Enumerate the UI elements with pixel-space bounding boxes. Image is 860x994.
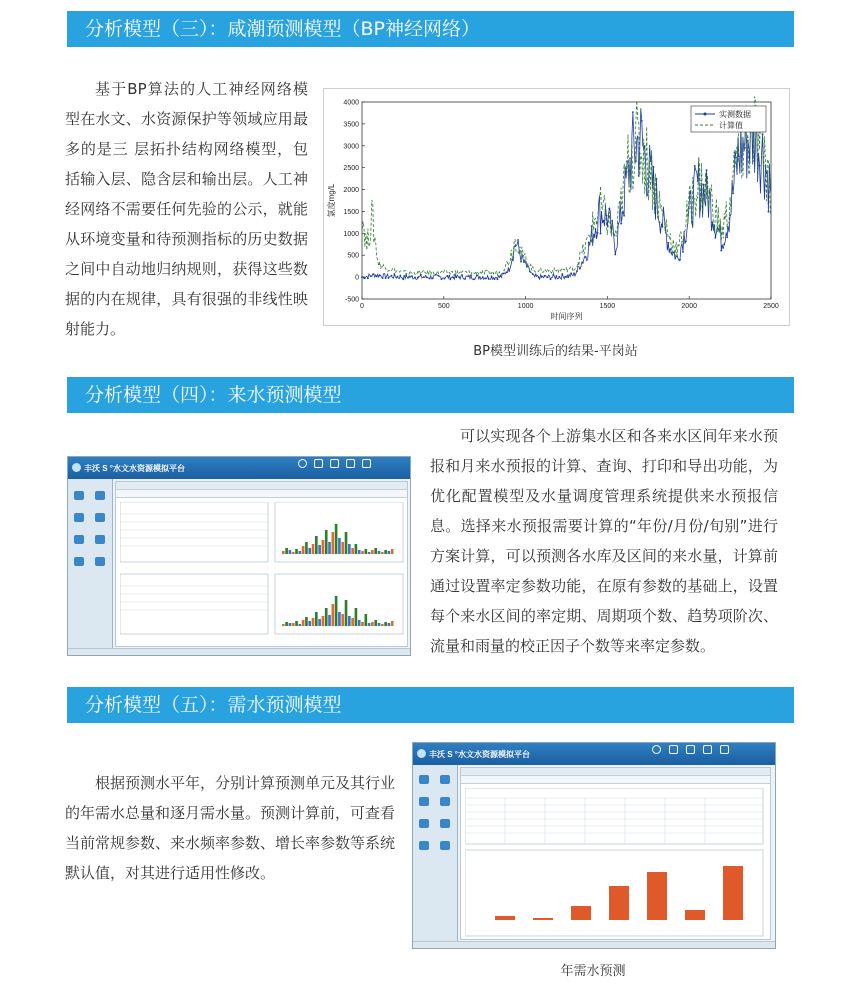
x-tick-label: 1500 [599,303,616,310]
series-point [441,278,443,280]
mini-bar [345,532,348,554]
app-title: 丰沃 S °水文水资源模拟平台 [84,464,185,473]
y-tick-label: 3500 [343,121,359,129]
series-point [467,275,469,277]
series-point [629,157,631,159]
mini-bar [285,622,288,626]
y-tick-label: 2500 [343,165,359,173]
legend-marker [704,113,707,116]
mini-bar [308,548,311,554]
series-point [732,192,734,194]
mini-bar [495,916,515,920]
section-title: 分析模型（三）：咸潮预测模型（BP神经网络） [85,18,480,40]
x-tick-label: 2500 [763,303,779,310]
mini-bar [381,624,384,626]
series-point [505,271,507,273]
series-point [585,256,587,258]
sidebar-item-7[interactable] [415,841,433,851]
mini-bar [315,612,318,626]
section-banner-demand [67,687,794,723]
nav-document-icon[interactable] [700,745,714,755]
series-point [529,271,531,273]
mini-bar [685,910,705,920]
series-point [570,272,572,274]
status-bar [413,941,775,948]
mini-bar [341,614,344,626]
series-point [538,277,540,279]
x-axis-label: 时间序列 [550,312,583,321]
app-header [68,457,410,479]
series-point [573,272,575,274]
series-point [479,276,481,278]
series-point [429,278,431,280]
series-point [388,277,390,279]
series-point [396,276,398,278]
sidebar-item-8[interactable] [91,557,109,567]
series-point [667,242,669,244]
sidebar-item-5[interactable] [415,819,433,829]
series-point [685,240,687,242]
series-point [659,221,661,223]
y-tick-label: 3000 [343,143,359,151]
app-sidebar [68,479,113,649]
series-point [535,274,537,276]
app-main-panel [115,481,408,647]
demand-mini-content [465,788,765,938]
series-point [458,276,460,278]
mini-bar [295,549,298,554]
nav-chart-icon[interactable] [666,745,680,755]
mini-bar [391,621,394,626]
tab-bar [116,482,407,490]
mini-bar [609,886,629,920]
demand-caption: 年需水预测 [560,964,626,979]
series-point [567,276,569,278]
mini-bar [328,542,331,554]
mini-bar [358,550,361,554]
y-tick-label: 0 [355,274,359,282]
mini-bar [295,621,298,626]
series-point [597,232,599,234]
inflow-app-screenshot [67,456,411,656]
series-point [558,276,560,278]
series-point [367,277,369,279]
mini-bar [378,623,381,626]
app-title: 丰沃 S °水文水资源模拟平台 [429,750,530,759]
series-point [682,251,684,253]
mini-bar [292,552,295,554]
series-point [550,278,552,280]
series-point [373,273,375,275]
series-point [411,275,413,277]
y-tick-label: 2000 [343,187,359,195]
mini-bar [325,530,328,554]
mini-bar [388,551,391,554]
series-point [414,276,416,278]
series-point [464,278,466,280]
mini-bar [358,620,361,626]
mini-bar [282,551,285,554]
series-point [361,276,363,278]
series-point [564,276,566,278]
mini-bar [351,618,354,626]
mini-bar [318,619,321,626]
legend-label: 计算值 [719,121,743,130]
series-point [402,278,404,280]
mini-bar [345,600,348,626]
sidebar-item-4[interactable] [436,797,454,807]
toolbar [116,490,407,498]
y-tick-label: 1000 [343,230,359,238]
sidebar-item-5[interactable] [70,535,88,545]
mini-bar [365,614,368,626]
series-point [555,275,557,277]
x-tick-label: 1000 [517,303,534,310]
series-point [488,278,490,280]
section-title: 分析模型（五）：需水预测模型 [85,694,342,716]
series-point [694,165,696,167]
mini-bar [348,544,351,554]
sidebar-item-3[interactable] [70,513,88,523]
mini-bar [355,544,358,554]
series-point [579,268,581,270]
mini-bar [308,621,311,626]
inflow-paragraph: 可以实现各个上游集水区和各来水区间年来水预报和月来水预报的计算、查询、打印和导出功能，为优化配置模型及水量调度管理系统提供来水预报信息。选择来水预报需要计算的“年份/月份/旬别”进行方案计算，可以预测各水库及区间的来水量，计算前通过设置率定参数功能，在原有参数的基础上，设置每个来水区间的率定期、周期项个数、趋势项阶次、流量和雨量的校正因子个数等来率定参数。 [430,427,778,655]
toolbar [461,776,770,784]
series-point [697,180,699,182]
mini-bar [391,549,394,554]
mini-bar [292,623,295,626]
mini-bar [368,552,371,554]
series-point [370,275,372,277]
mini-bar [361,551,364,554]
mini-bar [378,551,381,554]
series-point [485,278,487,280]
app-logo-icon [72,463,81,472]
mini-bar [305,617,308,626]
mini-bar [723,866,743,920]
sidebar-item-2[interactable] [91,491,109,501]
bp-chart-caption: BP模型训练后的结果-平岗站 [473,344,638,359]
sidebar-item-6[interactable] [436,819,454,829]
series-point [438,275,440,277]
mini-bar [302,620,305,626]
mini-bar [371,622,374,626]
series-point [432,277,434,279]
series-point [385,277,387,279]
nav-document-icon[interactable] [343,459,357,469]
series-point [608,208,610,210]
section-banner-bp [67,11,794,47]
series-point [641,120,643,122]
series-point [714,237,716,239]
series-point [679,259,681,261]
series-point [561,273,563,275]
app-main-panel [460,767,771,940]
series-point [517,239,519,241]
mini-bar [355,608,358,626]
sidebar-item-1[interactable] [70,491,88,501]
y-tick-label: 4000 [343,99,359,107]
series-point [461,274,463,276]
mini-bar [361,622,364,626]
series-point [759,165,761,167]
mini-bar [351,548,354,554]
mini-bar [289,623,292,626]
mini-bar [282,624,285,626]
series-point [588,242,590,244]
nav-warning-icon[interactable] [683,745,697,755]
mini-bar [374,548,377,554]
series-point [723,243,725,245]
nav-warning-icon[interactable] [327,459,341,469]
series-point [650,160,652,162]
x-tick-label: 2000 [681,303,697,310]
sidebar-item-8[interactable] [436,841,454,851]
mini-bar [305,542,308,554]
series-point [603,220,605,222]
mini-bar [312,544,315,554]
series-point [623,215,625,217]
mini-bar [322,616,325,626]
series-point [720,250,722,252]
app-header [413,743,775,765]
series-point [444,278,446,280]
demand-app-screenshot [412,742,776,949]
series-point [614,254,616,256]
series-point [376,276,378,278]
series-point [382,277,384,279]
section-banner-inflow [67,377,794,413]
app-sidebar [413,765,458,942]
y-tick-label: 500 [347,252,359,260]
mini-bar [325,608,328,626]
mini-bar [371,550,374,554]
nav-target-icon[interactable] [649,745,663,755]
series-point [594,236,596,238]
series-point [500,275,502,277]
bp-chart [323,88,790,326]
mini-bar [365,549,368,554]
sidebar-item-4[interactable] [91,513,109,523]
y-tick-label: 1500 [343,208,359,216]
mini-bar [302,546,305,554]
series-point [541,276,543,278]
series-point [544,275,546,277]
series-point [452,277,454,279]
series-point [426,276,428,278]
series-point [600,233,602,235]
series-point [632,111,634,113]
mini-bar [312,618,315,626]
mini-bar [533,918,553,920]
mini-bar [332,532,335,554]
series-point [653,166,655,168]
series-point [661,226,663,228]
series-point [494,278,496,280]
series-point [446,275,448,277]
app-logo-icon [417,749,426,758]
series-point [473,278,475,280]
series-point [449,278,451,280]
nav-chart-icon[interactable] [311,459,325,469]
series-point [767,211,769,213]
series-point [703,184,705,186]
series-point [399,275,401,277]
series-point [379,274,381,276]
inflow-mini-content [120,502,405,642]
mini-bar [348,616,351,626]
mini-bar [384,622,387,626]
series-point [523,261,525,263]
series-point [620,223,622,225]
bp-chart-svg [324,89,789,325]
series-point [408,276,410,278]
mini-bar [299,624,302,626]
sidebar-item-1[interactable] [415,775,433,785]
mini-bar [368,623,371,626]
nav-monitor-icon[interactable] [717,745,731,755]
mini-bar [338,538,341,554]
mini-bar [335,596,338,626]
series-point [547,277,549,279]
series-point [706,169,708,171]
mini-bar [384,550,387,554]
series-point [491,276,493,278]
mini-bar [318,545,321,554]
series-point [532,273,534,275]
legend-label: 实测数据 [719,110,751,119]
mini-bar [289,550,292,554]
y-tick-label: -500 [344,296,359,304]
series-point [364,277,366,279]
mini-bar [338,612,341,626]
mini-bar [388,623,391,626]
mini-bar [322,540,325,554]
series-point [393,273,395,275]
mini-bar [571,906,591,920]
sidebar-item-2[interactable] [436,775,454,785]
mini-bar [647,872,667,920]
nav-target-icon[interactable] [295,459,309,469]
series-point [508,270,510,272]
series-point [497,278,499,280]
section-title: 分析模型（四）：来水预测模型 [85,384,342,406]
y-axis-label: 氯度mg/L [327,183,336,218]
nav-monitor-icon[interactable] [359,459,373,469]
status-bar [68,648,410,655]
series-point [638,175,640,177]
demand-paragraph: 根据预测水平年，分别计算预测单元及其行业的年需水总量和逐月需水量。预测计算前，可查看当前常规参数、来水频率参数、增长率参数等系统默认值，对其进行适用性修改。 [65,774,396,882]
mini-bar [381,552,384,554]
series-point [576,270,578,272]
tab-bar [461,768,770,776]
mini-bar [285,548,288,554]
x-tick-label: 0 [360,303,364,310]
mini-bar [328,615,331,626]
mini-bar [341,542,344,554]
mini-bar [332,604,335,626]
bp-paragraph: 基于BP算法的人工神经网络模型在水文、水资源保护等领域应用最多的是三 层拓扑结构网络模型，包括输入层、隐含层和输出层。人工神经网络不需要任何先验的公示，就能从环境变量和待预测指标的历史数据之间中自动地归纳规则，获得这些数据的内在规律，具有很强的非线性映射能力。 [65,80,308,338]
x-tick-label: 500 [437,303,450,310]
series-point [455,276,457,278]
series-point [482,276,484,278]
mini-bar [315,536,318,554]
mini-bar [299,551,302,554]
series-point [391,275,393,277]
mini-bar [335,524,338,554]
sidebar-item-7[interactable] [70,557,88,567]
series-point [417,277,419,279]
series-point [423,276,425,278]
sidebar-item-3[interactable] [415,797,433,807]
mini-bar [374,620,377,626]
series-point [726,236,728,238]
sidebar-item-6[interactable] [91,535,109,545]
series-point [582,262,584,264]
series-point [520,261,522,263]
